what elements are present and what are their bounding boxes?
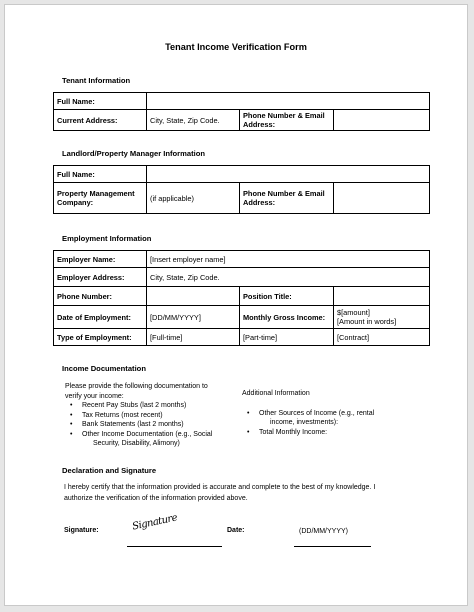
income-amount-value: $[amount] xyxy=(337,308,370,317)
declaration-heading: Declaration and Signature xyxy=(62,466,157,475)
employment-section-heading: Employment Information xyxy=(62,234,152,243)
date-value: (DD/MM/YYYY) xyxy=(299,528,348,535)
employer-address-label: Employer Address: xyxy=(54,268,147,287)
additional-info-list-2 xyxy=(242,428,412,438)
list-item: • Other Income Documentation (e.g., Social xyxy=(65,430,245,440)
list-item: • Recent Pay Stubs (last 2 months) xyxy=(65,401,245,411)
landlord-phone-email-label: Phone Number & Email Address: xyxy=(240,183,334,214)
additional-info-list xyxy=(242,409,412,419)
monthly-income-label: Monthly Gross Income: xyxy=(240,306,334,329)
employment-type-full-time[interactable]: [Full-time] xyxy=(147,329,240,346)
employment-info-table xyxy=(53,250,430,346)
tenant-full-name-label: Full Name: xyxy=(54,93,147,110)
employer-name-label: Employer Name: xyxy=(54,251,147,268)
tenant-full-name-field[interactable] xyxy=(147,93,430,110)
list-item: • Total Monthly Income: xyxy=(242,428,412,438)
additional-info-item-continuation: income, investments): xyxy=(270,419,339,426)
landlord-info-table xyxy=(53,165,430,214)
declaration-text xyxy=(64,483,424,504)
employment-date-field[interactable]: [DD/MM/YYYY] xyxy=(147,306,240,329)
landlord-company-field[interactable]: (if applicable) xyxy=(147,183,240,214)
landlord-full-name-field[interactable] xyxy=(147,166,430,183)
form-page xyxy=(4,4,468,606)
declaration-line-1: I hereby certify that the information provided is accurate and complete to the best of my knowledge. I xyxy=(64,484,376,491)
income-docs-list xyxy=(65,401,245,439)
tenant-section-heading: Tenant Information xyxy=(62,76,131,85)
additional-info-heading: Additional Information xyxy=(242,390,310,397)
income-docs-heading: Income Documentation xyxy=(62,364,146,373)
declaration-line-2: authorize the verification of the information provided above. xyxy=(64,494,248,502)
additional-info-block xyxy=(242,389,412,437)
employment-date-label: Date of Employment: xyxy=(54,306,147,329)
income-docs-intro-line-2: verify your income: xyxy=(65,392,124,400)
landlord-full-name-label: Full Name: xyxy=(54,166,147,183)
form-title: Tenant Income Verification Form xyxy=(165,42,307,52)
landlord-section-heading: Landlord/Property Manager Information xyxy=(62,149,206,158)
income-words-value: [Amount in words] xyxy=(337,317,397,326)
list-item: • Tax Returns (most recent) xyxy=(65,411,245,421)
tenant-address-label: Current Address: xyxy=(54,110,147,131)
tenant-phone-email-field[interactable] xyxy=(334,110,430,131)
income-docs-block xyxy=(65,382,245,449)
list-item: • Bank Statements (last 2 months) xyxy=(65,420,245,430)
date-line[interactable] xyxy=(294,546,371,547)
position-title-label: Position Title: xyxy=(240,287,334,306)
list-item: • Other Sources of Income (e.g., rental xyxy=(242,409,412,419)
tenant-address-field[interactable]: City, State, Zip Code. xyxy=(147,110,240,131)
employment-type-contract[interactable]: [Contract] xyxy=(334,329,430,346)
employment-type-part-time[interactable]: [Part-time] xyxy=(240,329,334,346)
income-docs-item-continuation: Security, Disability, Alimony) xyxy=(93,440,180,447)
employer-address-field[interactable]: City, State, Zip Code. xyxy=(147,268,430,287)
employer-phone-field[interactable] xyxy=(147,287,240,306)
employment-type-label: Type of Employment: xyxy=(54,329,147,346)
tenant-info-table xyxy=(53,92,430,131)
landlord-phone-email-field[interactable] xyxy=(334,183,430,214)
signature-line[interactable] xyxy=(127,546,222,547)
signature-label: Signature: xyxy=(64,527,99,534)
tenant-phone-email-label: Phone Number & Email Address: xyxy=(240,110,334,131)
position-title-field[interactable] xyxy=(334,287,430,306)
income-docs-intro-line-1: Please provide the following documentation to xyxy=(65,383,208,390)
signature-scribble: Signature xyxy=(131,512,179,533)
employer-name-field[interactable]: [Insert employer name] xyxy=(147,251,430,268)
monthly-income-field[interactable] xyxy=(334,306,430,329)
date-label: Date: xyxy=(227,527,245,534)
landlord-company-label: Property Management Company: xyxy=(54,183,147,214)
employer-phone-label: Phone Number: xyxy=(54,287,147,306)
